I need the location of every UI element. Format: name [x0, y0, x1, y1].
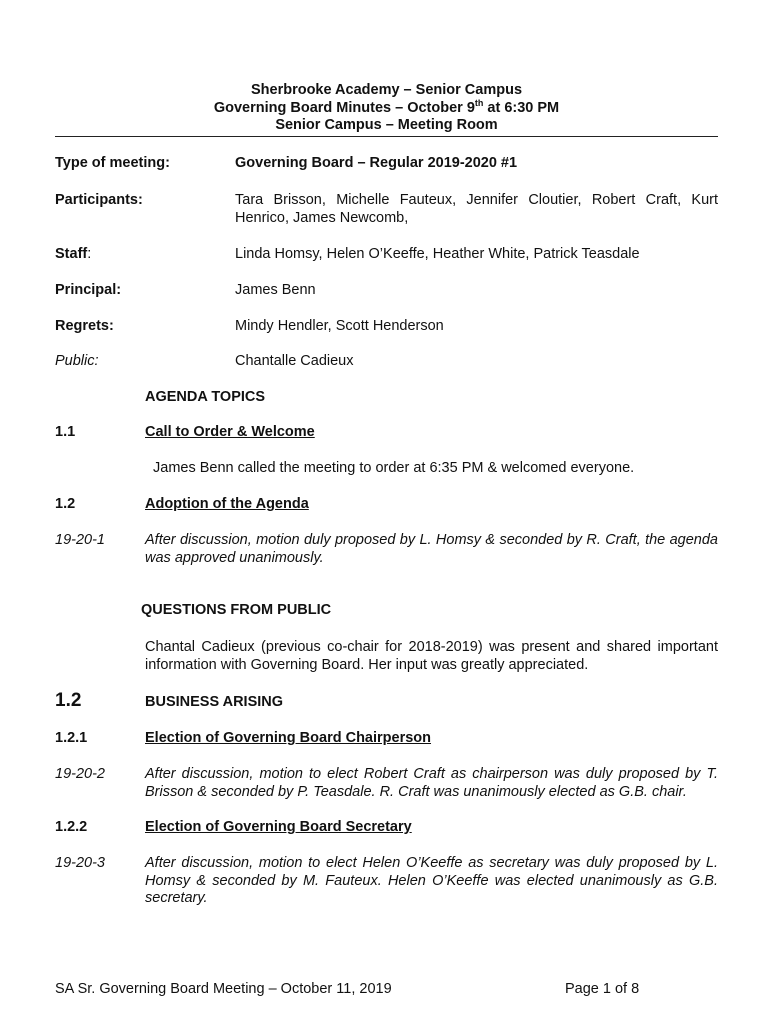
regrets-label: Regrets:	[55, 318, 114, 334]
item-text: James Benn called the meeting to order at 6:35 PM & welcomed everyone.	[153, 460, 635, 476]
item-number: 1.1	[55, 424, 76, 440]
participants-label: Participants:	[55, 192, 143, 208]
staff-label: Staff	[55, 246, 88, 262]
header-meeting-title	[55, 97, 718, 118]
header-meeting-time: at 6:30 PM	[483, 99, 560, 116]
item-number: 1.2.2	[55, 819, 88, 835]
item-title: Election of Governing Board Secretary	[145, 819, 412, 835]
public-value: Chantalle Cadieux	[235, 353, 354, 369]
public-questions-title: QUESTIONS FROM PUBLIC	[141, 602, 332, 618]
staff-value: Linda Homsy, Helen O’Keeffe, Heather White, Patrick Teasdale	[235, 246, 640, 262]
item-number: 1.2.1	[55, 730, 88, 746]
item-title: Election of Governing Board Chairperson	[145, 730, 432, 746]
footer-page-number: Page 1 of 8	[565, 981, 640, 997]
header-meeting-title-text: Governing Board Minutes – October 9	[213, 99, 475, 116]
item-number: 1.2	[55, 496, 76, 512]
meeting-type-value: Governing Board – Regular 2019-2020 #1	[235, 155, 518, 171]
public-label: Public:	[55, 353, 99, 369]
motion-number: 19-20-2	[55, 766, 105, 782]
motion-number: 19-20-1	[55, 532, 105, 548]
public-questions-text: Chantal Cadieux (previous co-chair for 2018-2019) was present and shared important information with Governing Board. Her input was greatly appreciated.	[145, 639, 718, 673]
staff-label-wrap	[55, 246, 225, 264]
item-title: Adoption of the Agenda	[145, 496, 309, 512]
staff-label-colon: :	[87, 246, 92, 262]
item-title: Call to Order & Welcome	[145, 424, 315, 440]
document-header	[55, 82, 718, 135]
section-number: 1.2	[55, 690, 82, 711]
header-divider	[55, 136, 718, 137]
principal-value: James Benn	[235, 282, 316, 298]
footer-meeting-info: SA Sr. Governing Board Meeting – October 11, 2019	[55, 981, 392, 997]
motion-text: After discussion, motion to elect Robert Craft as chairperson was duly proposed by T. Brisson & seconded by P. Teasdale. R. Craft was unanimously elected as G.B. chair.	[145, 766, 718, 800]
section-title: BUSINESS ARISING	[145, 694, 284, 710]
header-location: Senior Campus – Meeting Room	[275, 117, 498, 133]
regrets-value: Mindy Hendler, Scott Henderson	[235, 318, 444, 334]
principal-label: Principal:	[55, 282, 122, 298]
header-school-name: Sherbrooke Academy – Senior Campus	[250, 82, 523, 98]
agenda-title: AGENDA TOPICS	[145, 389, 266, 405]
header-date-suffix: th	[474, 97, 484, 108]
motion-number: 19-20-3	[55, 855, 105, 871]
motion-text: After discussion, motion to elect Helen O’Keeffe as secretary was duly proposed by L. Homsy & seconded by M. Fauteux. Helen O’Keeffe was elected unanimously as G.B. secretary.	[145, 855, 718, 906]
meeting-type-label: Type of meeting:	[55, 155, 170, 171]
participants-value: Tara Brisson, Michelle Fauteux, Jennifer Cloutier, Robert Craft, Kurt Henrico, James Newcomb,	[235, 192, 718, 226]
motion-text: After discussion, motion duly proposed by L. Homsy & seconded by R. Craft, the agenda was approved unanimously.	[145, 532, 718, 566]
